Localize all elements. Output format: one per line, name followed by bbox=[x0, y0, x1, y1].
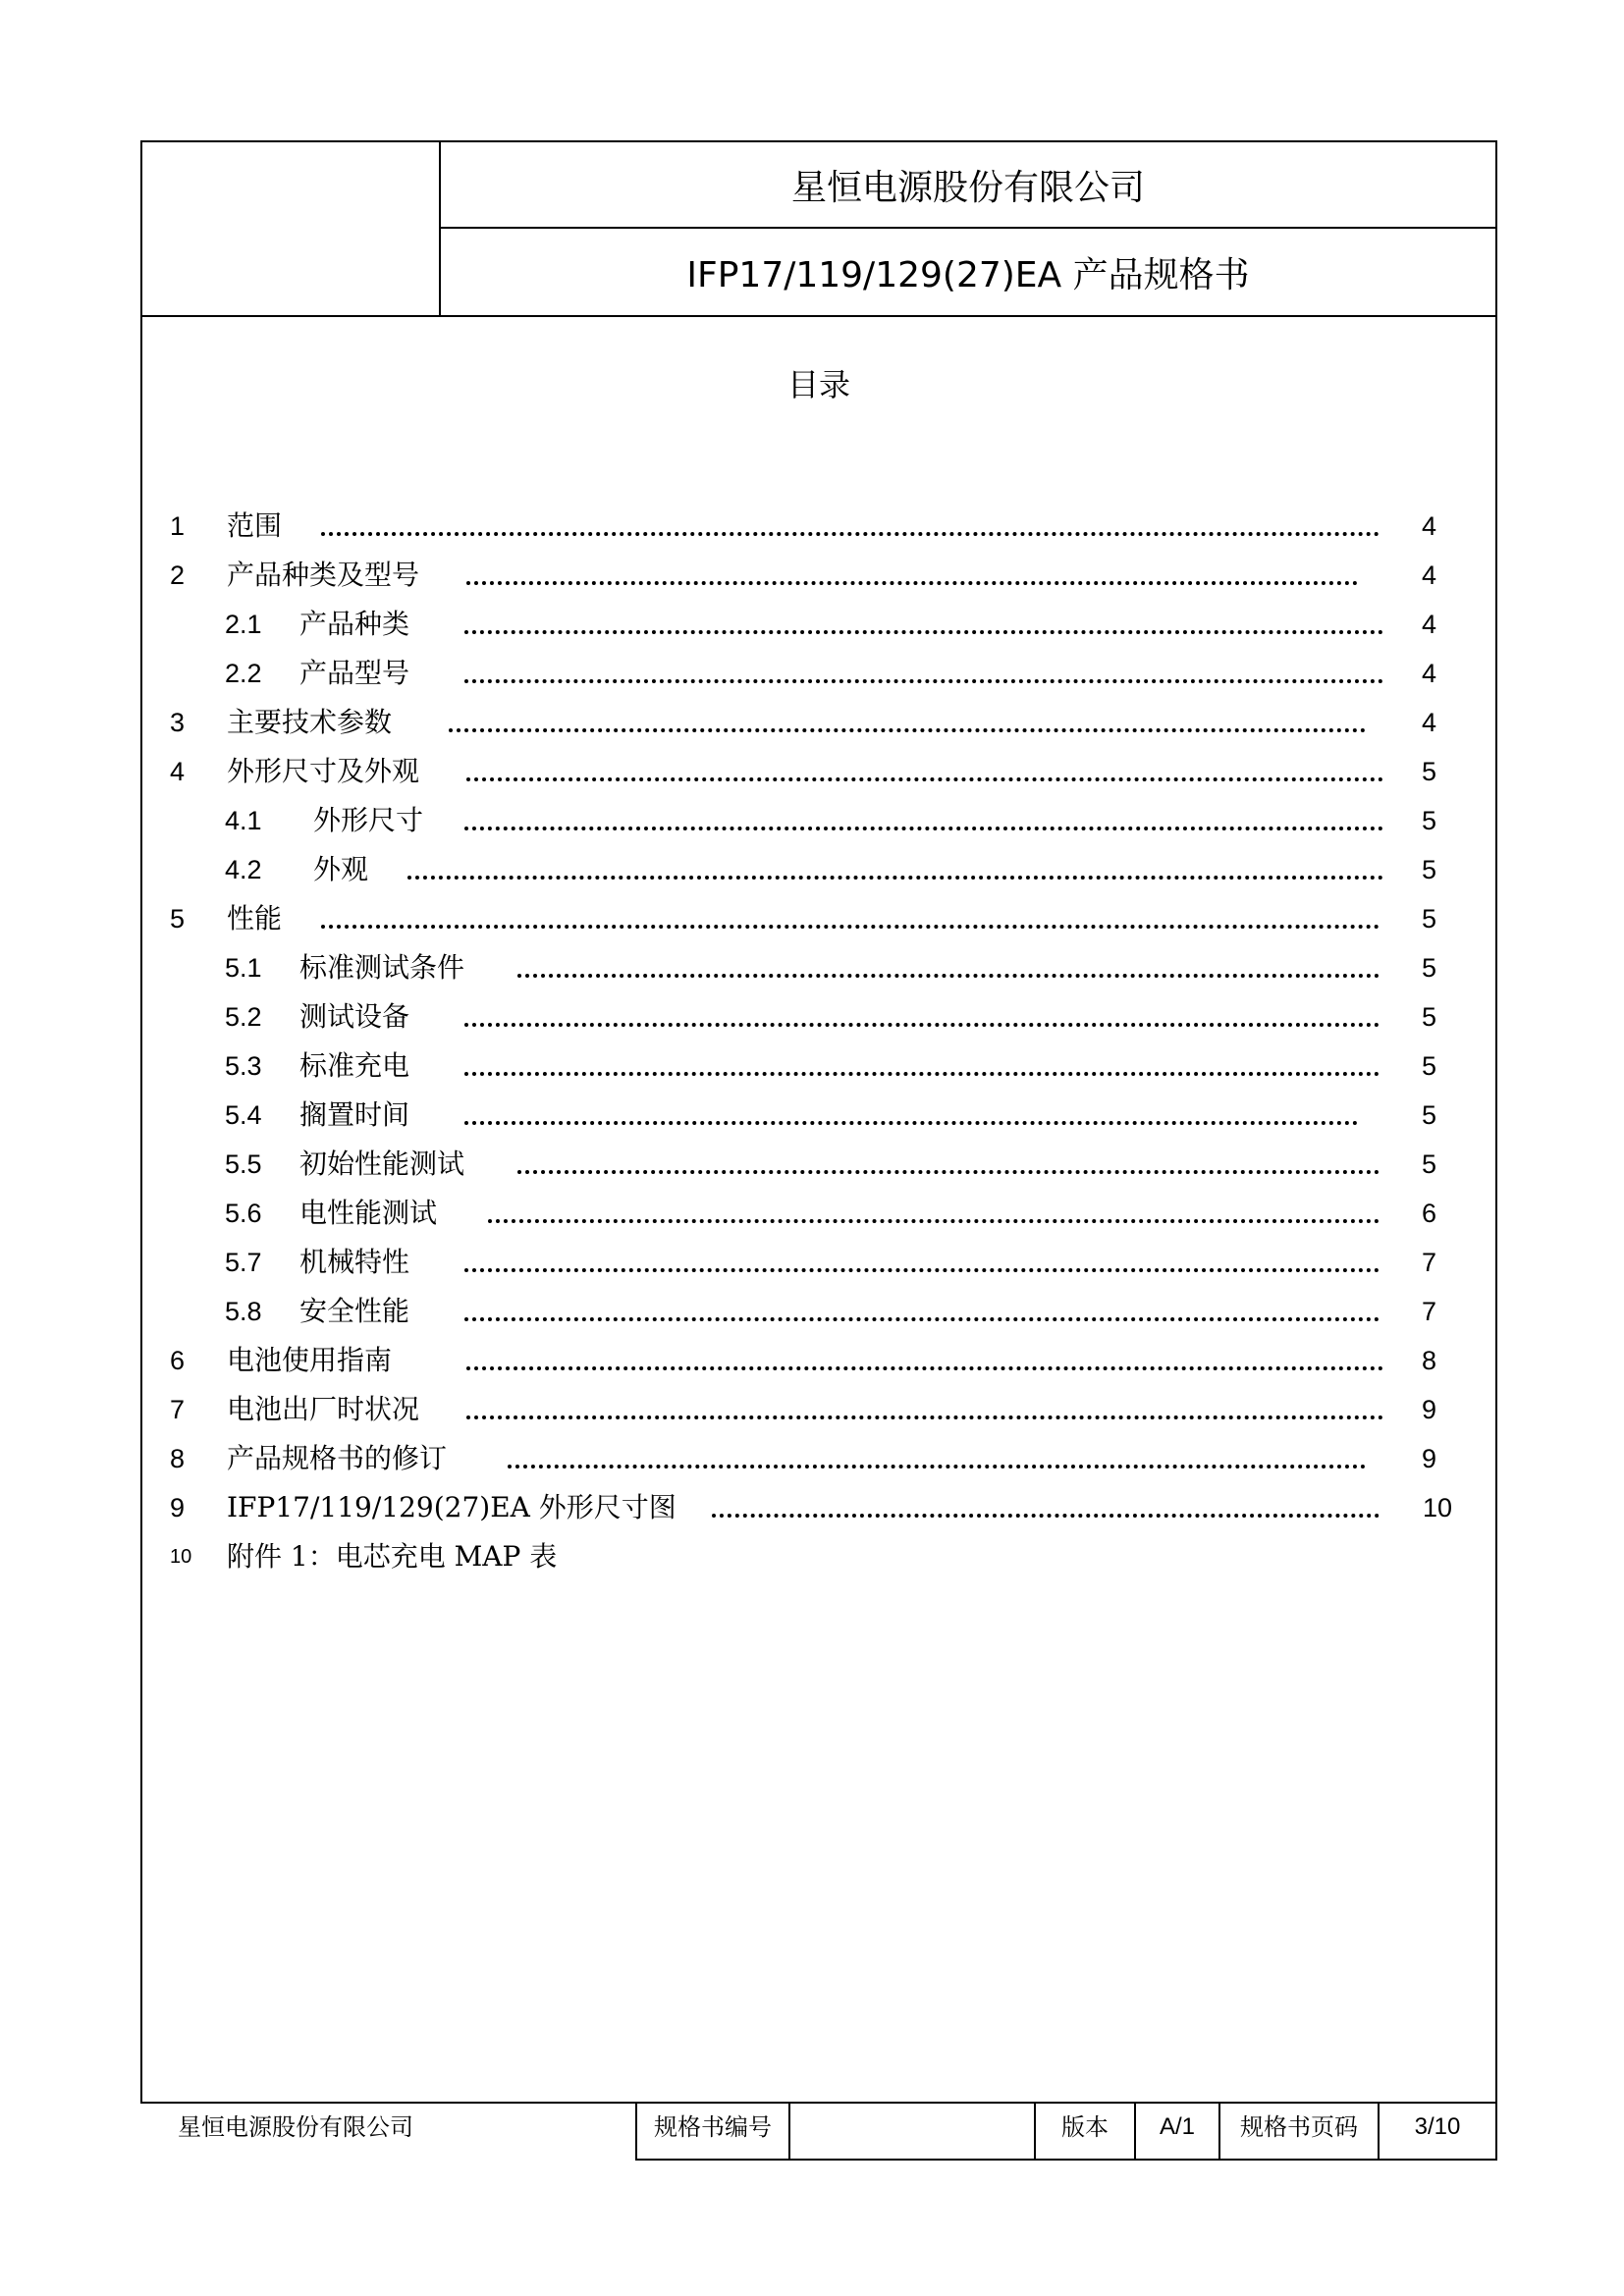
toc-leader-dots bbox=[508, 1465, 1366, 1468]
toc-entry[interactable] bbox=[142, 1385, 1495, 1434]
toc-entry-number: 5.7 bbox=[225, 1248, 262, 1277]
footer-spec-number-value bbox=[790, 2102, 1036, 2159]
toc-entry-number: 1 bbox=[170, 511, 186, 541]
toc-entry-label: 机械特性 bbox=[299, 1246, 410, 1278]
toc-leader-dots bbox=[464, 827, 1383, 830]
toc-entry[interactable] bbox=[142, 600, 1495, 649]
toc-leader-dots bbox=[321, 532, 1380, 536]
toc-entry-label: 外形尺寸 bbox=[313, 804, 424, 836]
toc-entry-label: IFP17/119/129(27)EA 外形尺寸图 bbox=[227, 1491, 677, 1523]
toc-entry-label: 电池使用指南 bbox=[227, 1344, 393, 1376]
toc-entry-number: 2.2 bbox=[225, 659, 262, 688]
toc-entry-page: 9 bbox=[1421, 1444, 1436, 1473]
toc-entry-page: 7 bbox=[1421, 1248, 1436, 1277]
toc-leader-dots bbox=[712, 1514, 1380, 1518]
toc-entry-number: 5.3 bbox=[225, 1051, 262, 1081]
toc-entry-page: 5 bbox=[1421, 757, 1436, 786]
toc-entry-number: 5.1 bbox=[225, 953, 262, 983]
toc-leader-dots bbox=[464, 1023, 1380, 1027]
toc-entry-number: 5 bbox=[170, 904, 186, 934]
toc-entry-page: 5 bbox=[1421, 953, 1436, 983]
toc-entry[interactable] bbox=[142, 1238, 1495, 1287]
toc-entry-page: 5 bbox=[1421, 1100, 1436, 1130]
toc-leader-dots bbox=[464, 1268, 1380, 1272]
toc-entry-number: 8 bbox=[170, 1444, 186, 1473]
toc-entry[interactable] bbox=[142, 992, 1495, 1041]
toc-entry-label: 搁置时间 bbox=[299, 1098, 410, 1131]
toc-entry-number: 5.2 bbox=[225, 1002, 262, 1032]
toc-entry-label: 标准充电 bbox=[299, 1049, 410, 1082]
toc-entry[interactable] bbox=[142, 796, 1495, 845]
toc-leader-dots bbox=[488, 1219, 1380, 1223]
toc-entry-label: 范围 bbox=[227, 509, 283, 542]
toc-entry-number: 10 bbox=[170, 1546, 192, 1568]
toc-entry-label: 附件 1：电芯充电 MAP 表 bbox=[227, 1540, 558, 1573]
toc-entry[interactable] bbox=[142, 747, 1495, 796]
toc-entry-number: 6 bbox=[170, 1346, 186, 1375]
toc-entry-page: 6 bbox=[1421, 1199, 1436, 1228]
toc-entry[interactable] bbox=[142, 502, 1495, 551]
toc-entry-page: 5 bbox=[1421, 904, 1436, 934]
toc-entry-label: 电性能测试 bbox=[299, 1197, 438, 1229]
toc-entry-label: 测试设备 bbox=[299, 1000, 410, 1033]
toc-entry-label: 电池出厂时状况 bbox=[227, 1393, 420, 1425]
toc-entry-label: 外形尺寸及外观 bbox=[227, 755, 420, 787]
toc-entry-number: 5.8 bbox=[225, 1297, 262, 1326]
toc-entry[interactable] bbox=[142, 698, 1495, 747]
toc-heading: 目录 bbox=[786, 366, 850, 403]
toc-entry-number: 4 bbox=[170, 757, 186, 786]
toc-entry-label: 产品种类及型号 bbox=[227, 559, 420, 591]
toc-entry[interactable] bbox=[142, 1287, 1495, 1336]
header-divider bbox=[142, 315, 1495, 317]
toc-entry-label: 产品型号 bbox=[299, 657, 410, 689]
document-frame bbox=[140, 140, 1497, 2104]
footer-page-label: 规格书页码 bbox=[1220, 2102, 1380, 2159]
toc-entry[interactable] bbox=[142, 845, 1495, 894]
toc-leader-dots bbox=[466, 777, 1383, 781]
toc-entry-label: 产品种类 bbox=[299, 608, 410, 640]
toc-entry-page: 5 bbox=[1421, 1051, 1436, 1081]
toc-entry[interactable] bbox=[142, 1140, 1495, 1189]
toc-leader-dots bbox=[464, 1317, 1380, 1321]
toc-entry[interactable] bbox=[142, 1483, 1495, 1532]
toc-entry-page: 4 bbox=[1421, 708, 1436, 737]
toc-entry-number: 3 bbox=[170, 708, 186, 737]
toc-entry-page: 10 bbox=[1422, 1493, 1452, 1522]
toc-entry-page: 5 bbox=[1421, 1002, 1436, 1032]
toc-entry-number: 4.1 bbox=[225, 806, 262, 835]
toc-entry-page: 4 bbox=[1421, 511, 1436, 541]
toc-entry[interactable] bbox=[142, 1041, 1495, 1091]
toc-leader-dots bbox=[464, 1072, 1380, 1076]
header-logo-cell bbox=[142, 142, 441, 315]
page-footer bbox=[140, 2102, 1497, 2161]
toc-entry-label: 主要技术参数 bbox=[227, 706, 393, 738]
toc-entry[interactable] bbox=[142, 649, 1495, 698]
toc-entry-page: 4 bbox=[1421, 610, 1436, 639]
toc-entry-label: 性能 bbox=[227, 902, 283, 934]
toc-leader-dots bbox=[466, 1415, 1383, 1419]
toc-entry-label: 标准测试条件 bbox=[299, 951, 465, 984]
toc-entry-label: 安全性能 bbox=[299, 1295, 410, 1327]
toc-entry-number: 5.4 bbox=[225, 1100, 262, 1130]
toc-entry-page: 5 bbox=[1421, 806, 1436, 835]
toc-leader-dots bbox=[407, 876, 1383, 880]
toc-entry-number: 4.2 bbox=[225, 855, 262, 884]
toc-leader-dots bbox=[517, 974, 1380, 978]
header-document-title: IFP17/119/129(27)EA 产品规格书 bbox=[686, 254, 1250, 295]
toc-entry-label: 初始性能测试 bbox=[299, 1148, 465, 1180]
toc-leader-dots bbox=[466, 1366, 1383, 1370]
toc-entry-number: 2 bbox=[170, 561, 186, 590]
header-company-name: 星恒电源股份有限公司 bbox=[441, 142, 1495, 229]
toc-leader-dots bbox=[449, 728, 1366, 732]
toc-entry-page: 5 bbox=[1421, 855, 1436, 884]
toc-entry[interactable] bbox=[142, 1091, 1495, 1140]
toc-entry-number: 7 bbox=[170, 1395, 186, 1424]
toc-leader-dots bbox=[464, 1121, 1358, 1125]
toc-leader-dots bbox=[464, 630, 1383, 634]
toc-entry[interactable] bbox=[142, 943, 1495, 992]
toc-entry-page: 8 bbox=[1421, 1346, 1436, 1375]
footer-version-label: 版本 bbox=[1036, 2102, 1136, 2159]
toc-entry-number: 9 bbox=[170, 1493, 186, 1522]
toc-leader-dots bbox=[321, 925, 1380, 929]
toc-entry[interactable] bbox=[142, 551, 1495, 600]
toc-entry-number: 2.1 bbox=[225, 610, 262, 639]
toc-entry-number: 5.6 bbox=[225, 1199, 262, 1228]
toc-leader-dots bbox=[466, 581, 1358, 585]
toc-entry-page: 5 bbox=[1421, 1149, 1436, 1179]
footer-info-table bbox=[635, 2102, 1497, 2161]
toc-entry-page: 9 bbox=[1421, 1395, 1436, 1424]
toc-entry-label: 外观 bbox=[313, 853, 369, 885]
toc-entry[interactable] bbox=[142, 1336, 1495, 1385]
toc-entry-number: 5.5 bbox=[225, 1149, 262, 1179]
toc-entry[interactable] bbox=[142, 1532, 1495, 1581]
footer-spec-number-label: 规格书编号 bbox=[637, 2102, 790, 2159]
toc-leader-dots bbox=[517, 1170, 1380, 1174]
toc-entry[interactable] bbox=[142, 1434, 1495, 1483]
footer-version-value: A/1 bbox=[1136, 2102, 1220, 2159]
toc-entry-page: 4 bbox=[1421, 659, 1436, 688]
toc-entry[interactable] bbox=[142, 894, 1495, 943]
toc-leader-dots bbox=[464, 679, 1383, 683]
toc-entry-page: 4 bbox=[1421, 561, 1436, 590]
toc-entry-page: 7 bbox=[1421, 1297, 1436, 1326]
footer-page-value: 3/10 bbox=[1414, 2113, 1461, 2140]
toc-entry-label: 产品规格书的修订 bbox=[227, 1442, 448, 1474]
toc-entry[interactable] bbox=[142, 1189, 1495, 1238]
footer-company-name: 星恒电源股份有限公司 bbox=[178, 2113, 413, 2141]
